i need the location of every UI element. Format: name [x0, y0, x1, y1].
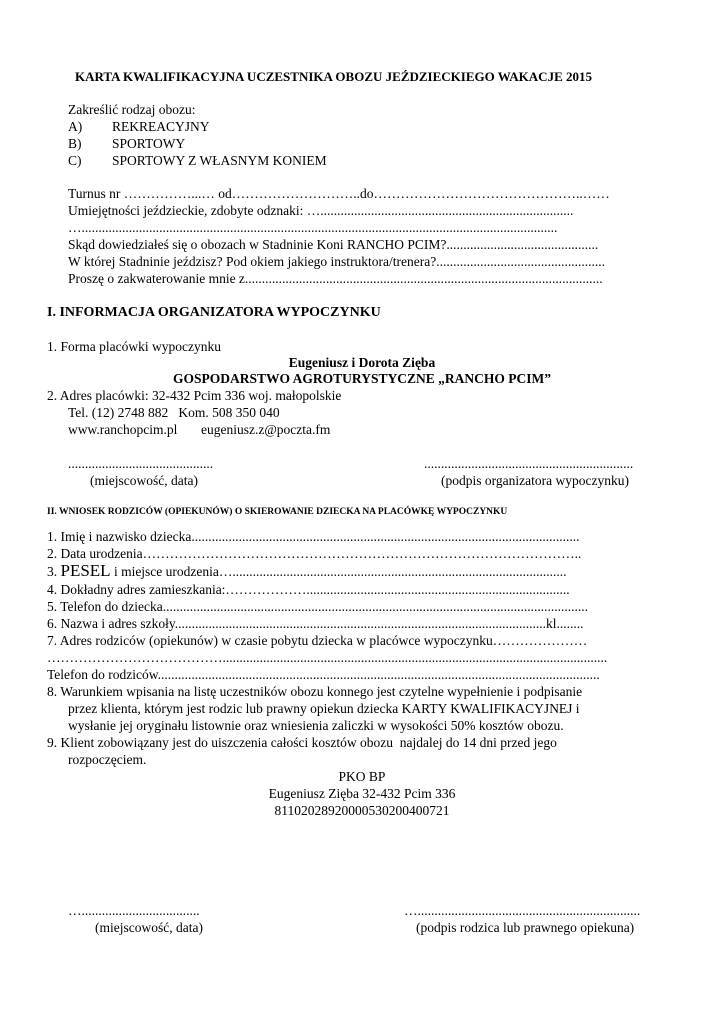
parent-signature-right-line: …..................................................................	[404, 903, 641, 918]
accommodation-field: Proszę o zakwaterowanie mnie z..........................................................................................................	[68, 271, 603, 286]
condition-9-line-1: 9. Klient zobowiązany jest do uiszczenia całości kosztów obozu najdalej do 14 dni przed jego	[47, 735, 557, 750]
pesel-prefix: 3.	[47, 564, 61, 579]
school-field: 6. Nazwa i adres szkoły..............................................................................................................kl........	[47, 616, 584, 631]
camp-option-c-letter: C)	[68, 153, 82, 168]
parents-address-field: 7. Adres rodziców (opiekunów) w czasie pobytu dziecka w placówce wypoczynku…………………	[47, 633, 588, 648]
condition-9-line-2: rozpoczęciem.	[68, 752, 147, 767]
organizer-signature-label: (podpis organizatora wypoczynku)	[441, 473, 629, 488]
facility-address: 2. Adres placówki: 32-432 Pcim 336 woj. małopolskie	[47, 388, 342, 403]
parents-phone-field: Telefon do rodziców...................................................................................................................................	[47, 667, 600, 682]
skills-field-continued: ….............................................................................................................................................	[68, 220, 558, 235]
farm-name: GOSPODARSTWO AGROTURYSTYCZNE „RANCHO PCIM”	[173, 371, 551, 386]
section-1-heading: I. INFORMACJA ORGANIZATORA WYPOCZYNKU	[47, 305, 381, 320]
facility-web-email: www.ranchopcim.pl eugeniusz.z@poczta.fm	[68, 422, 331, 437]
section-1-item-1: 1. Forma placówki wypoczynku	[47, 339, 221, 354]
stable-field: W której Stadninie jeździsz? Pod okiem jakiego instruktora/trenera?..................................................	[68, 254, 606, 269]
owners-name: Eugeniusz i Dorota Zięba	[288, 355, 436, 370]
skills-field: Umiejętności jeździeckie, zdobyte odznaki: …...........................................................................	[68, 203, 574, 218]
account-number: 81102028920000530200400721	[274, 803, 450, 818]
organizer-signature-left-line: ...........................................	[68, 456, 214, 471]
child-phone-field: 5. Telefon do dziecka..............................................................................................................................	[47, 599, 589, 614]
camp-option-b-label: SPORTOWY	[112, 136, 186, 151]
source-field: Skąd dowiedziałeś się o obozach w Stadninie Koni RANCHO PCIM?.............................................	[68, 237, 599, 252]
section-2-heading: II. WNIOSEK RODZICÓW (OPIEKUNÓW) O SKIEROWANIE DZIECKA NA PLACÓWKĘ WYPOCZYNKU	[47, 507, 508, 517]
condition-8-line-2: przez klienta, którym jest rodzic lub prawny opiekun dziecka KARTY KWALIFIKACYJNEJ i	[68, 701, 580, 716]
birth-date-field: 2. Data urodzenia……………………………………………………………………………………..	[47, 546, 582, 561]
pesel-rest: i miejsce urodzenia…...................................................................................................	[110, 564, 567, 579]
child-name-field: 1. Imię i nazwisko dziecka...................................................................................................................	[47, 529, 580, 544]
camp-option-c-label: SPORTOWY Z WŁASNYM KONIEM	[112, 153, 327, 168]
document-title: KARTA KWALIFIKACYJNA UCZESTNIKA OBOZU JEŹDZIECKIEGO WAKACJE 2015	[75, 69, 592, 84]
parent-place-date-label: (miejscowość, data)	[95, 920, 203, 935]
home-address-field: 4. Dokładny adres zamieszkania:………………..............................................................................	[47, 582, 570, 597]
condition-8-line-1: 8. Warunkiem wpisania na listę uczestników obozu konnego jest czytelne wypełnienie i podpisanie	[47, 684, 583, 699]
organizer-place-date-label: (miejscowość, data)	[90, 473, 198, 488]
bank-name: PKO BP	[338, 769, 386, 784]
parents-address-field-continued: …………………………………..................................................................................................................	[47, 650, 608, 665]
camp-option-a-letter: A)	[68, 119, 83, 134]
pesel-field	[47, 563, 567, 580]
parent-signature-label: (podpis rodzica lub prawnego opiekuna)	[416, 920, 635, 935]
camp-type-instruction: Zakreślić rodzaj obozu:	[68, 102, 196, 117]
parent-signature-left-line: …...................................	[68, 903, 200, 918]
camp-option-a-label: REKREACYJNY	[112, 119, 210, 134]
condition-8-line-3: wysłanie jej oryginału listownie oraz wniesienia zaliczki w wysokości 50% kosztów obozu.	[68, 718, 564, 733]
pesel-label: PESEL	[60, 561, 111, 580]
organizer-signature-right-line: ..............................................................	[424, 456, 634, 471]
account-holder: Eugeniusz Zięba 32-432 Pcim 336	[268, 786, 456, 801]
facility-phone: Tel. (12) 2748 882 Kom. 508 350 040	[68, 405, 280, 420]
camp-option-b-letter: B)	[68, 136, 82, 151]
turnus-field: Turnus nr ……………...… od………………………..do………………………………………..……	[68, 186, 610, 201]
